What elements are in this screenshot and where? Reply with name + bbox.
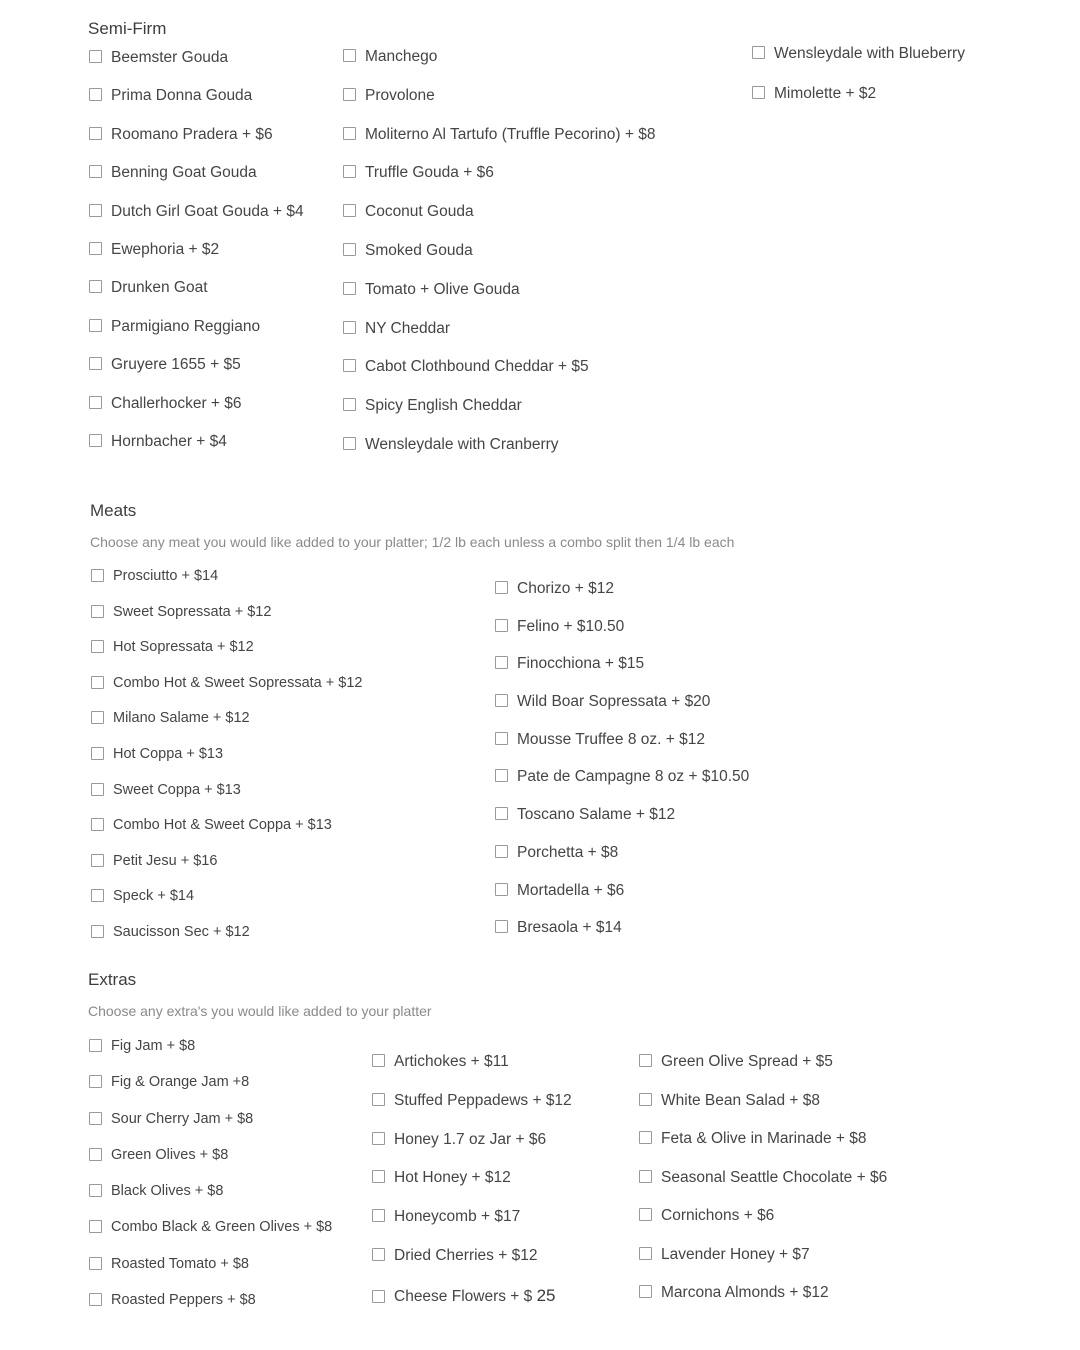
option-label: Milano Salame + $12 — [113, 710, 250, 727]
option-label: Felino + $10.50 — [517, 617, 625, 635]
semi-firm-option[interactable] — [89, 357, 304, 395]
extra-option[interactable] — [372, 1054, 572, 1093]
extra-option[interactable] — [89, 1075, 332, 1111]
extra-option[interactable] — [372, 1248, 572, 1287]
semi-firm-option[interactable] — [343, 398, 655, 437]
checkbox[interactable] — [639, 1247, 652, 1260]
option-label: Stuffed Peppadews + $12 — [394, 1091, 572, 1109]
meat-option[interactable] — [495, 883, 749, 921]
option-label: Sweet Coppa + $13 — [113, 781, 241, 798]
meat-option[interactable] — [91, 711, 362, 747]
extra-option[interactable] — [372, 1132, 572, 1171]
checkbox[interactable] — [91, 569, 104, 582]
checkbox[interactable] — [89, 242, 102, 255]
checkbox[interactable] — [372, 1093, 385, 1106]
extra-option[interactable] — [89, 1112, 332, 1148]
checkbox[interactable] — [495, 883, 508, 896]
checkbox[interactable] — [343, 243, 356, 256]
checkbox[interactable] — [495, 619, 508, 632]
meat-option[interactable] — [91, 889, 362, 925]
option-label: Roasted Tomato + $8 — [111, 1255, 249, 1272]
option-label: Seasonal Seattle Chocolate + $6 — [661, 1168, 888, 1186]
checkbox[interactable] — [91, 605, 104, 618]
meats-column-1 — [91, 569, 362, 961]
option-label: Green Olives + $8 — [111, 1146, 229, 1163]
meat-option[interactable] — [91, 925, 362, 961]
option-label: Combo Hot & Sweet Coppa + $13 — [113, 817, 332, 834]
extra-option[interactable] — [639, 1285, 887, 1324]
checkbox[interactable] — [91, 854, 104, 867]
option-label: Black Olives + $8 — [111, 1183, 224, 1200]
semi-firm-option[interactable] — [343, 49, 655, 88]
meat-option[interactable] — [91, 569, 362, 605]
semi-firm-option[interactable] — [89, 319, 304, 357]
option-label: Benning Goat Gouda — [111, 164, 257, 182]
checkbox[interactable] — [343, 49, 356, 62]
option-label: Mousse Truffee 8 oz. + $12 — [517, 730, 705, 748]
checkbox[interactable] — [89, 357, 102, 370]
option-price: 25 — [536, 1286, 556, 1305]
checkbox[interactable] — [752, 46, 765, 59]
semi-firm-option[interactable] — [89, 88, 304, 126]
option-label: Honey 1.7 oz Jar + $6 — [394, 1130, 547, 1148]
option-label: Fig Jam + $8 — [111, 1038, 196, 1054]
checkbox[interactable] — [89, 1220, 102, 1233]
semi-firm-column-1 — [89, 50, 304, 472]
checkbox[interactable] — [89, 280, 102, 293]
option-label: Ewephoria + $2 — [111, 240, 220, 258]
option-label: Sour Cherry Jam + $8 — [111, 1110, 254, 1127]
option-label: Wensleydale with Blueberry — [774, 45, 965, 62]
option-label: Cheese Flowers + $ 25 — [394, 1286, 556, 1305]
checkbox[interactable] — [752, 86, 765, 99]
option-label: Mimolette + $2 — [774, 84, 877, 102]
checkbox[interactable] — [343, 359, 356, 372]
option-label: Dutch Girl Goat Gouda + $4 — [111, 202, 304, 220]
meat-option[interactable] — [495, 732, 749, 770]
checkbox[interactable] — [89, 319, 102, 332]
option-label: Fig & Orange Jam +8 — [111, 1074, 250, 1091]
semi-firm-option[interactable] — [343, 359, 655, 398]
extras-column-3 — [639, 1054, 887, 1324]
option-label: Porchetta + $8 — [517, 843, 619, 861]
extra-option-cheese-flowers[interactable] — [372, 1286, 556, 1306]
option-label: Hot Honey + $12 — [394, 1169, 511, 1187]
meat-option[interactable] — [91, 640, 362, 676]
checkbox[interactable] — [495, 807, 508, 820]
section-title-semi-firm: Semi-Firm — [88, 19, 167, 38]
checkbox[interactable] — [89, 1112, 102, 1125]
semi-firm-option[interactable] — [89, 50, 304, 88]
option-label: Hornbacher + $4 — [111, 432, 227, 450]
extras-column-1 — [89, 1039, 332, 1329]
option-label: Beemster Gouda — [111, 49, 229, 66]
meats-column-2 — [495, 581, 749, 958]
option-label: Combo Black & Green Olives + $8 — [111, 1219, 333, 1236]
option-label: Green Olive Spread + $5 — [661, 1053, 833, 1070]
option-label: Challerhocker + $6 — [111, 394, 242, 412]
option-label: Prima Donna Gouda — [111, 87, 253, 105]
meat-option[interactable] — [91, 818, 362, 854]
semi-firm-option[interactable] — [89, 242, 304, 280]
checkbox[interactable] — [343, 165, 356, 178]
option-label: Cornichons + $6 — [661, 1207, 775, 1224]
extra-option[interactable] — [89, 1293, 332, 1329]
option-label: Combo Hot & Sweet Sopressata + $12 — [113, 674, 363, 691]
meat-option[interactable] — [91, 783, 362, 819]
checkbox[interactable] — [89, 127, 102, 140]
checkbox[interactable] — [372, 1132, 385, 1145]
option-label: Bresaola + $14 — [517, 919, 622, 937]
option-label: Moliterno Al Tartufo (Truffle Pecorino) + $8 — [365, 125, 656, 143]
option-label: Pate de Campagne 8 oz + $10.50 — [517, 768, 750, 786]
checkbox[interactable] — [91, 783, 104, 796]
option-label: Sweet Sopressata + $12 — [113, 603, 272, 620]
extra-option[interactable] — [639, 1247, 887, 1286]
option-label: Spicy English Cheddar — [365, 397, 522, 415]
checkbox[interactable] — [89, 1148, 102, 1161]
option-label: NY Cheddar — [365, 319, 451, 337]
option-label: Chorizo + $12 — [517, 580, 614, 597]
checkbox[interactable] — [89, 396, 102, 409]
checkbox[interactable] — [89, 1293, 102, 1306]
checkbox[interactable] — [89, 204, 102, 217]
option-label: Parmigiano Reggiano — [111, 317, 261, 335]
semi-firm-column-2 — [343, 49, 655, 476]
option-label: Honeycomb + $17 — [394, 1208, 521, 1226]
option-label: Roasted Peppers + $8 — [111, 1292, 256, 1309]
meats-description: Choose any meat you would like added to your platter; 1/2 lb each unless a combo split then 1/4 lb each — [90, 534, 735, 550]
option-label: Mortadella + $6 — [517, 881, 625, 899]
meat-option[interactable] — [91, 854, 362, 890]
checkbox[interactable] — [343, 398, 356, 411]
checkbox[interactable] — [372, 1054, 385, 1067]
extras-column-2 — [372, 1054, 572, 1287]
section-title-extras: Extras — [88, 970, 137, 989]
semi-firm-option[interactable] — [343, 165, 655, 204]
option-label: Prosciutto + $14 — [113, 568, 219, 584]
semi-firm-option[interactable] — [343, 204, 655, 243]
option-label: Hot Sopressata + $12 — [113, 639, 254, 656]
extra-option[interactable] — [89, 1039, 332, 1075]
checkbox[interactable] — [89, 88, 102, 101]
option-label: Wild Boar Sopressata + $20 — [517, 693, 711, 711]
semi-firm-option[interactable] — [752, 86, 965, 126]
checkbox[interactable] — [639, 1131, 652, 1144]
option-label: Manchego — [365, 48, 438, 65]
option-label: Roomano Pradera + $6 — [111, 125, 273, 143]
checkbox[interactable] — [372, 1248, 385, 1261]
extra-option[interactable] — [372, 1093, 572, 1132]
semi-firm-option[interactable] — [89, 280, 304, 318]
meat-option[interactable] — [495, 581, 749, 619]
extra-option[interactable] — [639, 1208, 887, 1247]
checkbox[interactable] — [343, 282, 356, 295]
meat-option[interactable] — [91, 747, 362, 783]
option-label: Lavender Honey + $7 — [661, 1245, 810, 1263]
checkbox[interactable] — [91, 640, 104, 653]
meat-option[interactable] — [495, 807, 749, 845]
extras-description: Choose any extra's you would like added to your platter — [88, 1003, 432, 1019]
checkbox[interactable] — [89, 165, 102, 178]
checkbox[interactable] — [89, 50, 102, 63]
meat-option[interactable] — [495, 769, 749, 807]
option-label: Wensleydale with Cranberry — [365, 435, 559, 453]
semi-firm-option[interactable] — [752, 46, 965, 86]
checkbox[interactable] — [495, 845, 508, 858]
option-label: Saucisson Sec + $12 — [113, 923, 250, 940]
semi-firm-option[interactable] — [89, 165, 304, 203]
checkbox[interactable] — [495, 581, 508, 594]
option-label: Coconut Gouda — [365, 203, 474, 221]
checkbox[interactable] — [89, 1039, 102, 1052]
checkbox[interactable] — [639, 1054, 652, 1067]
checkbox[interactable] — [343, 127, 356, 140]
semi-firm-option[interactable] — [343, 127, 655, 166]
checkbox[interactable] — [343, 88, 356, 101]
checkbox[interactable] — [91, 925, 104, 938]
checkbox[interactable] — [343, 204, 356, 217]
option-label: Cabot Clothbound Cheddar + $5 — [365, 358, 589, 376]
checkbox[interactable] — [639, 1208, 652, 1221]
extra-option[interactable] — [639, 1054, 887, 1093]
semi-firm-option[interactable] — [343, 88, 655, 127]
extra-option[interactable] — [89, 1220, 332, 1256]
checkbox[interactable] — [89, 434, 102, 447]
extra-option[interactable] — [639, 1131, 887, 1170]
option-label: Petit Jesu + $16 — [113, 852, 218, 869]
option-label: Tomato + Olive Gouda — [365, 280, 520, 298]
extra-option[interactable] — [372, 1209, 572, 1248]
extra-option[interactable] — [639, 1170, 887, 1209]
checkbox[interactable] — [89, 1075, 102, 1088]
option-label: Toscano Salame + $12 — [517, 806, 676, 824]
option-label: Speck + $14 — [113, 888, 195, 905]
option-label: White Bean Salad + $8 — [661, 1091, 820, 1109]
checkbox[interactable] — [495, 694, 508, 707]
option-label: Provolone — [365, 86, 435, 104]
semi-firm-option[interactable] — [89, 127, 304, 165]
checkbox[interactable] — [89, 1184, 102, 1197]
checkbox[interactable] — [91, 711, 104, 724]
checkbox[interactable] — [91, 818, 104, 831]
checkbox[interactable] — [89, 1257, 102, 1270]
extra-option[interactable] — [639, 1093, 887, 1132]
option-label: Finocchiona + $15 — [517, 655, 645, 673]
meat-option[interactable] — [495, 619, 749, 657]
meat-option[interactable] — [495, 694, 749, 732]
checkbox[interactable] — [372, 1290, 385, 1303]
checkbox[interactable] — [91, 747, 104, 760]
meat-option[interactable] — [495, 920, 749, 958]
checkbox[interactable] — [495, 920, 508, 933]
option-label: Dried Cherries + $12 — [394, 1246, 538, 1264]
option-label: Hot Coppa + $13 — [113, 745, 224, 762]
meat-option[interactable] — [91, 676, 362, 712]
semi-firm-option[interactable] — [343, 321, 655, 360]
meat-option[interactable] — [495, 656, 749, 694]
semi-firm-option[interactable] — [89, 204, 304, 242]
extra-option[interactable] — [89, 1184, 332, 1220]
semi-firm-option[interactable] — [343, 282, 655, 321]
checkbox[interactable] — [495, 769, 508, 782]
checkbox[interactable] — [639, 1285, 652, 1298]
extra-option[interactable] — [89, 1148, 332, 1184]
extra-option[interactable] — [372, 1170, 572, 1209]
checkbox[interactable] — [343, 321, 356, 334]
checkbox[interactable] — [639, 1093, 652, 1106]
checkbox[interactable] — [91, 889, 104, 902]
option-label: Feta & Olive in Marinade + $8 — [661, 1130, 867, 1147]
semi-firm-option[interactable] — [89, 434, 304, 472]
option-label: Drunken Goat — [111, 279, 208, 297]
checkbox[interactable] — [495, 656, 508, 669]
option-label: Smoked Gouda — [365, 241, 473, 259]
section-title-meats: Meats — [90, 501, 137, 520]
extra-option[interactable] — [89, 1257, 332, 1293]
checkbox[interactable] — [495, 732, 508, 745]
option-label: Artichokes + $11 — [394, 1053, 509, 1070]
checkbox[interactable] — [372, 1209, 385, 1222]
checkbox[interactable] — [372, 1170, 385, 1183]
option-label: Marcona Almonds + $12 — [661, 1284, 829, 1301]
checkbox[interactable] — [639, 1170, 652, 1183]
semi-firm-option[interactable] — [343, 437, 655, 476]
meat-option[interactable] — [91, 605, 362, 641]
checkbox[interactable] — [91, 676, 104, 689]
semi-firm-column-3 — [752, 46, 965, 125]
option-label: Gruyere 1655 + $5 — [111, 356, 241, 374]
semi-firm-option[interactable] — [89, 396, 304, 434]
meat-option[interactable] — [495, 845, 749, 883]
checkbox[interactable] — [343, 437, 356, 450]
option-label: Truffle Gouda + $6 — [365, 164, 494, 182]
semi-firm-option[interactable] — [343, 243, 655, 282]
